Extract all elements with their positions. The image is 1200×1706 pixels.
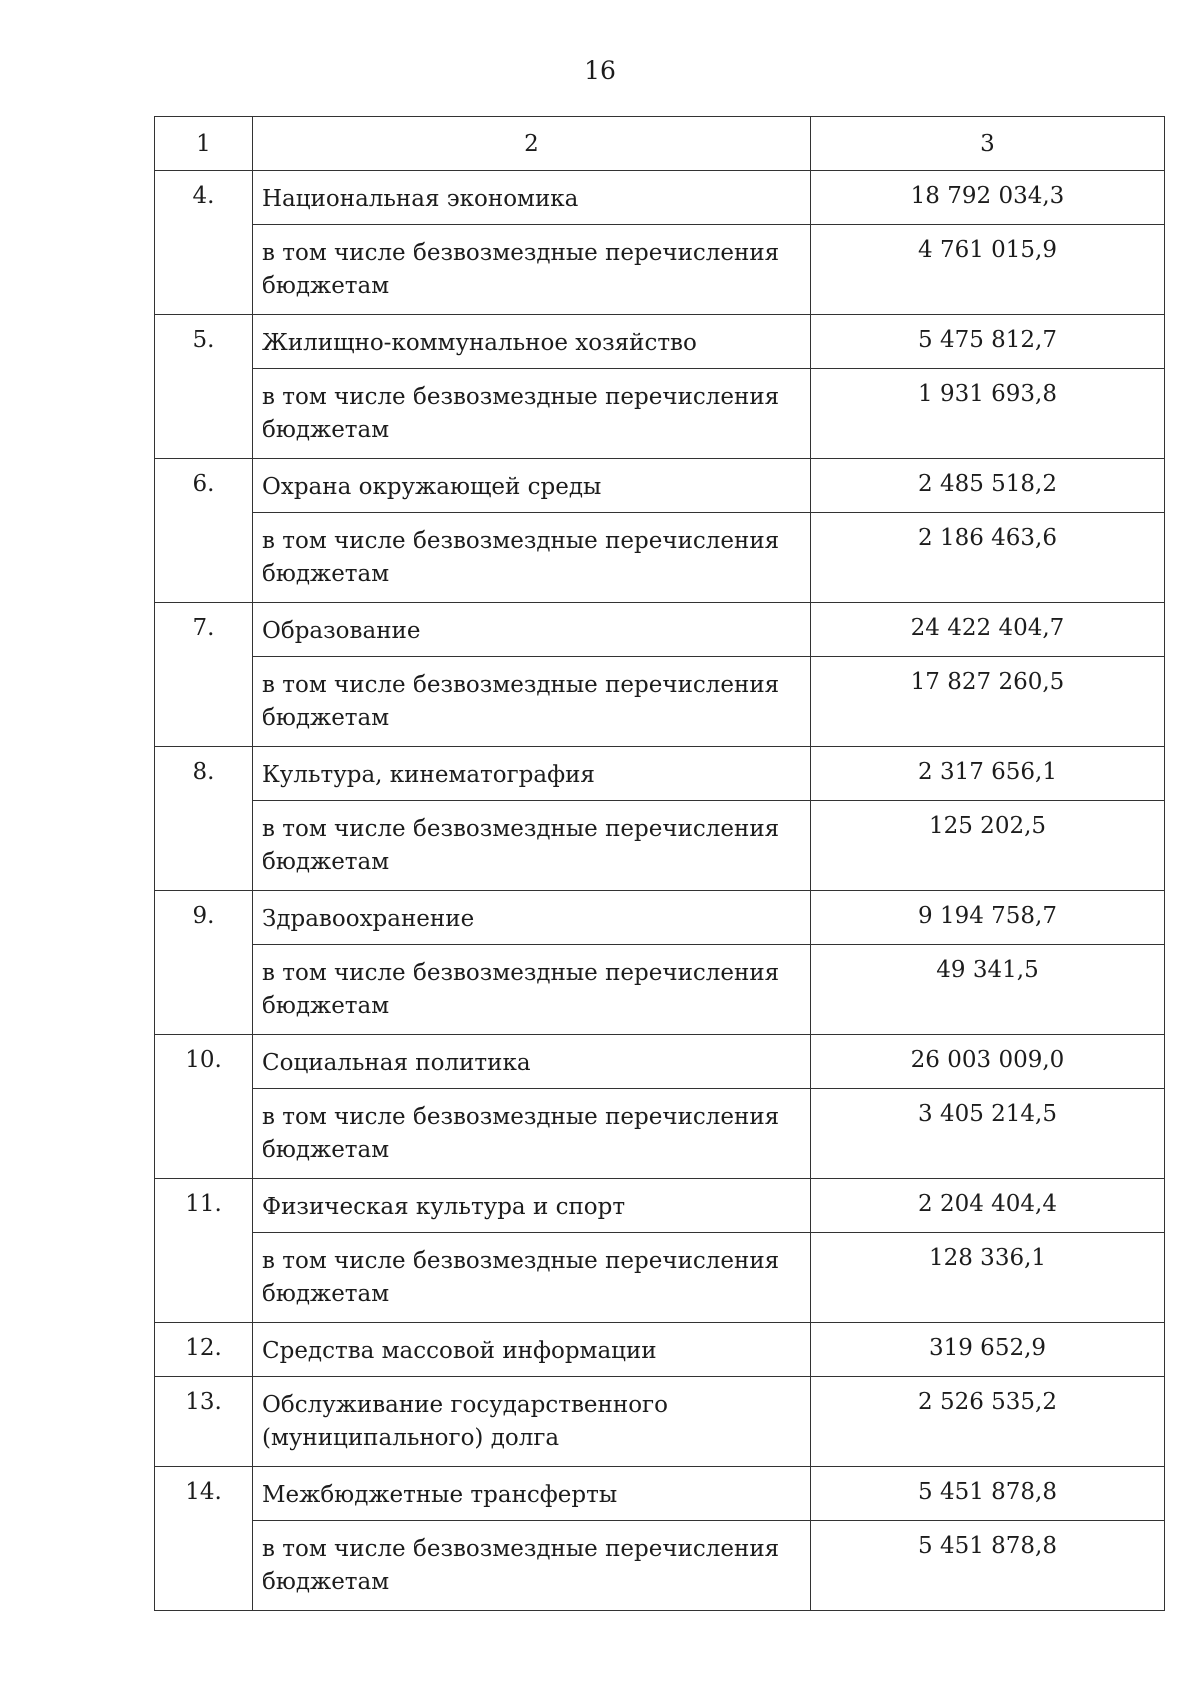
table-subrow [155, 1233, 1165, 1323]
subrow-value: 125 202,5 [811, 801, 1165, 891]
table-header-row [155, 117, 1165, 171]
subrow-label: в том числе безвозмездные перечисления бюджетам [253, 1089, 811, 1179]
row-value: 26 003 009,0 [811, 1035, 1165, 1089]
subrow-label: в том числе безвозмездные перечисления бюджетам [253, 657, 811, 747]
table-row [155, 315, 1165, 369]
row-name: Национальная экономика [253, 171, 811, 225]
table-subrow [155, 369, 1165, 459]
budget-table [154, 116, 1165, 1611]
table-row [155, 891, 1165, 945]
subrow-value: 49 341,5 [811, 945, 1165, 1035]
row-name: Охрана окружающей среды [253, 459, 811, 513]
subrow-label: в том числе безвозмездные перечисления бюджетам [253, 225, 811, 315]
row-value: 5 475 812,7 [811, 315, 1165, 369]
subrow-value: 128 336,1 [811, 1233, 1165, 1323]
row-value: 9 194 758,7 [811, 891, 1165, 945]
row-number: 13. [155, 1377, 253, 1467]
row-name: Жилищно-коммунальное хозяйство [253, 315, 811, 369]
table-row [155, 603, 1165, 657]
row-name: Обслуживание государственного (муниципального) долга [253, 1377, 811, 1467]
page-number: 16 [584, 56, 616, 85]
row-name: Социальная политика [253, 1035, 811, 1089]
table-subrow [155, 945, 1165, 1035]
table-row [155, 1323, 1165, 1377]
row-value: 18 792 034,3 [811, 171, 1165, 225]
row-number: 11. [155, 1179, 253, 1233]
table-subrow [155, 513, 1165, 603]
row-name: Физическая культура и спорт [253, 1179, 811, 1233]
table-subrow [155, 801, 1165, 891]
row-number: 9. [155, 891, 253, 945]
subrow-label: в том числе безвозмездные перечисления бюджетам [253, 801, 811, 891]
row-number: 5. [155, 315, 253, 369]
row-number: 10. [155, 1035, 253, 1089]
subrow-value: 5 451 878,8 [811, 1521, 1165, 1611]
row-number: 7. [155, 603, 253, 657]
table-row [155, 459, 1165, 513]
table-subrow [155, 225, 1165, 315]
row-value: 2 317 656,1 [811, 747, 1165, 801]
row-name: Средства массовой информации [253, 1323, 811, 1377]
subrow-value: 17 827 260,5 [811, 657, 1165, 747]
subrow-number-empty [155, 513, 253, 603]
subrow-number-empty [155, 1521, 253, 1611]
header-col-2: 2 [253, 117, 811, 171]
table-subrow [155, 657, 1165, 747]
row-value: 319 652,9 [811, 1323, 1165, 1377]
subrow-number-empty [155, 1089, 253, 1179]
subrow-value: 3 405 214,5 [811, 1089, 1165, 1179]
subrow-value: 1 931 693,8 [811, 369, 1165, 459]
table-row [155, 1179, 1165, 1233]
table-subrow [155, 1089, 1165, 1179]
table-row [155, 1467, 1165, 1521]
row-value: 2 204 404,4 [811, 1179, 1165, 1233]
subrow-number-empty [155, 1233, 253, 1323]
row-name: Культура, кинематография [253, 747, 811, 801]
subrow-label: в том числе безвозмездные перечисления бюджетам [253, 945, 811, 1035]
subrow-number-empty [155, 369, 253, 459]
row-number: 14. [155, 1467, 253, 1521]
subrow-label: в том числе безвозмездные перечисления бюджетам [253, 513, 811, 603]
row-number: 12. [155, 1323, 253, 1377]
subrow-value: 2 186 463,6 [811, 513, 1165, 603]
table-subrow [155, 1521, 1165, 1611]
header-col-3: 3 [811, 117, 1165, 171]
subrow-number-empty [155, 657, 253, 747]
subrow-number-empty [155, 801, 253, 891]
header-col-1: 1 [155, 117, 253, 171]
row-name: Межбюджетные трансферты [253, 1467, 811, 1521]
row-value: 2 485 518,2 [811, 459, 1165, 513]
row-number: 6. [155, 459, 253, 513]
subrow-number-empty [155, 945, 253, 1035]
subrow-value: 4 761 015,9 [811, 225, 1165, 315]
row-name: Здравоохранение [253, 891, 811, 945]
subrow-label: в том числе безвозмездные перечисления бюджетам [253, 1521, 811, 1611]
subrow-label: в том числе безвозмездные перечисления бюджетам [253, 369, 811, 459]
table-row [155, 171, 1165, 225]
table-row [155, 747, 1165, 801]
subrow-label: в том числе безвозмездные перечисления бюджетам [253, 1233, 811, 1323]
row-number: 4. [155, 171, 253, 225]
table-row [155, 1377, 1165, 1467]
row-name: Образование [253, 603, 811, 657]
row-number: 8. [155, 747, 253, 801]
row-value: 24 422 404,7 [811, 603, 1165, 657]
row-value: 2 526 535,2 [811, 1377, 1165, 1467]
table-row [155, 1035, 1165, 1089]
row-value: 5 451 878,8 [811, 1467, 1165, 1521]
subrow-number-empty [155, 225, 253, 315]
